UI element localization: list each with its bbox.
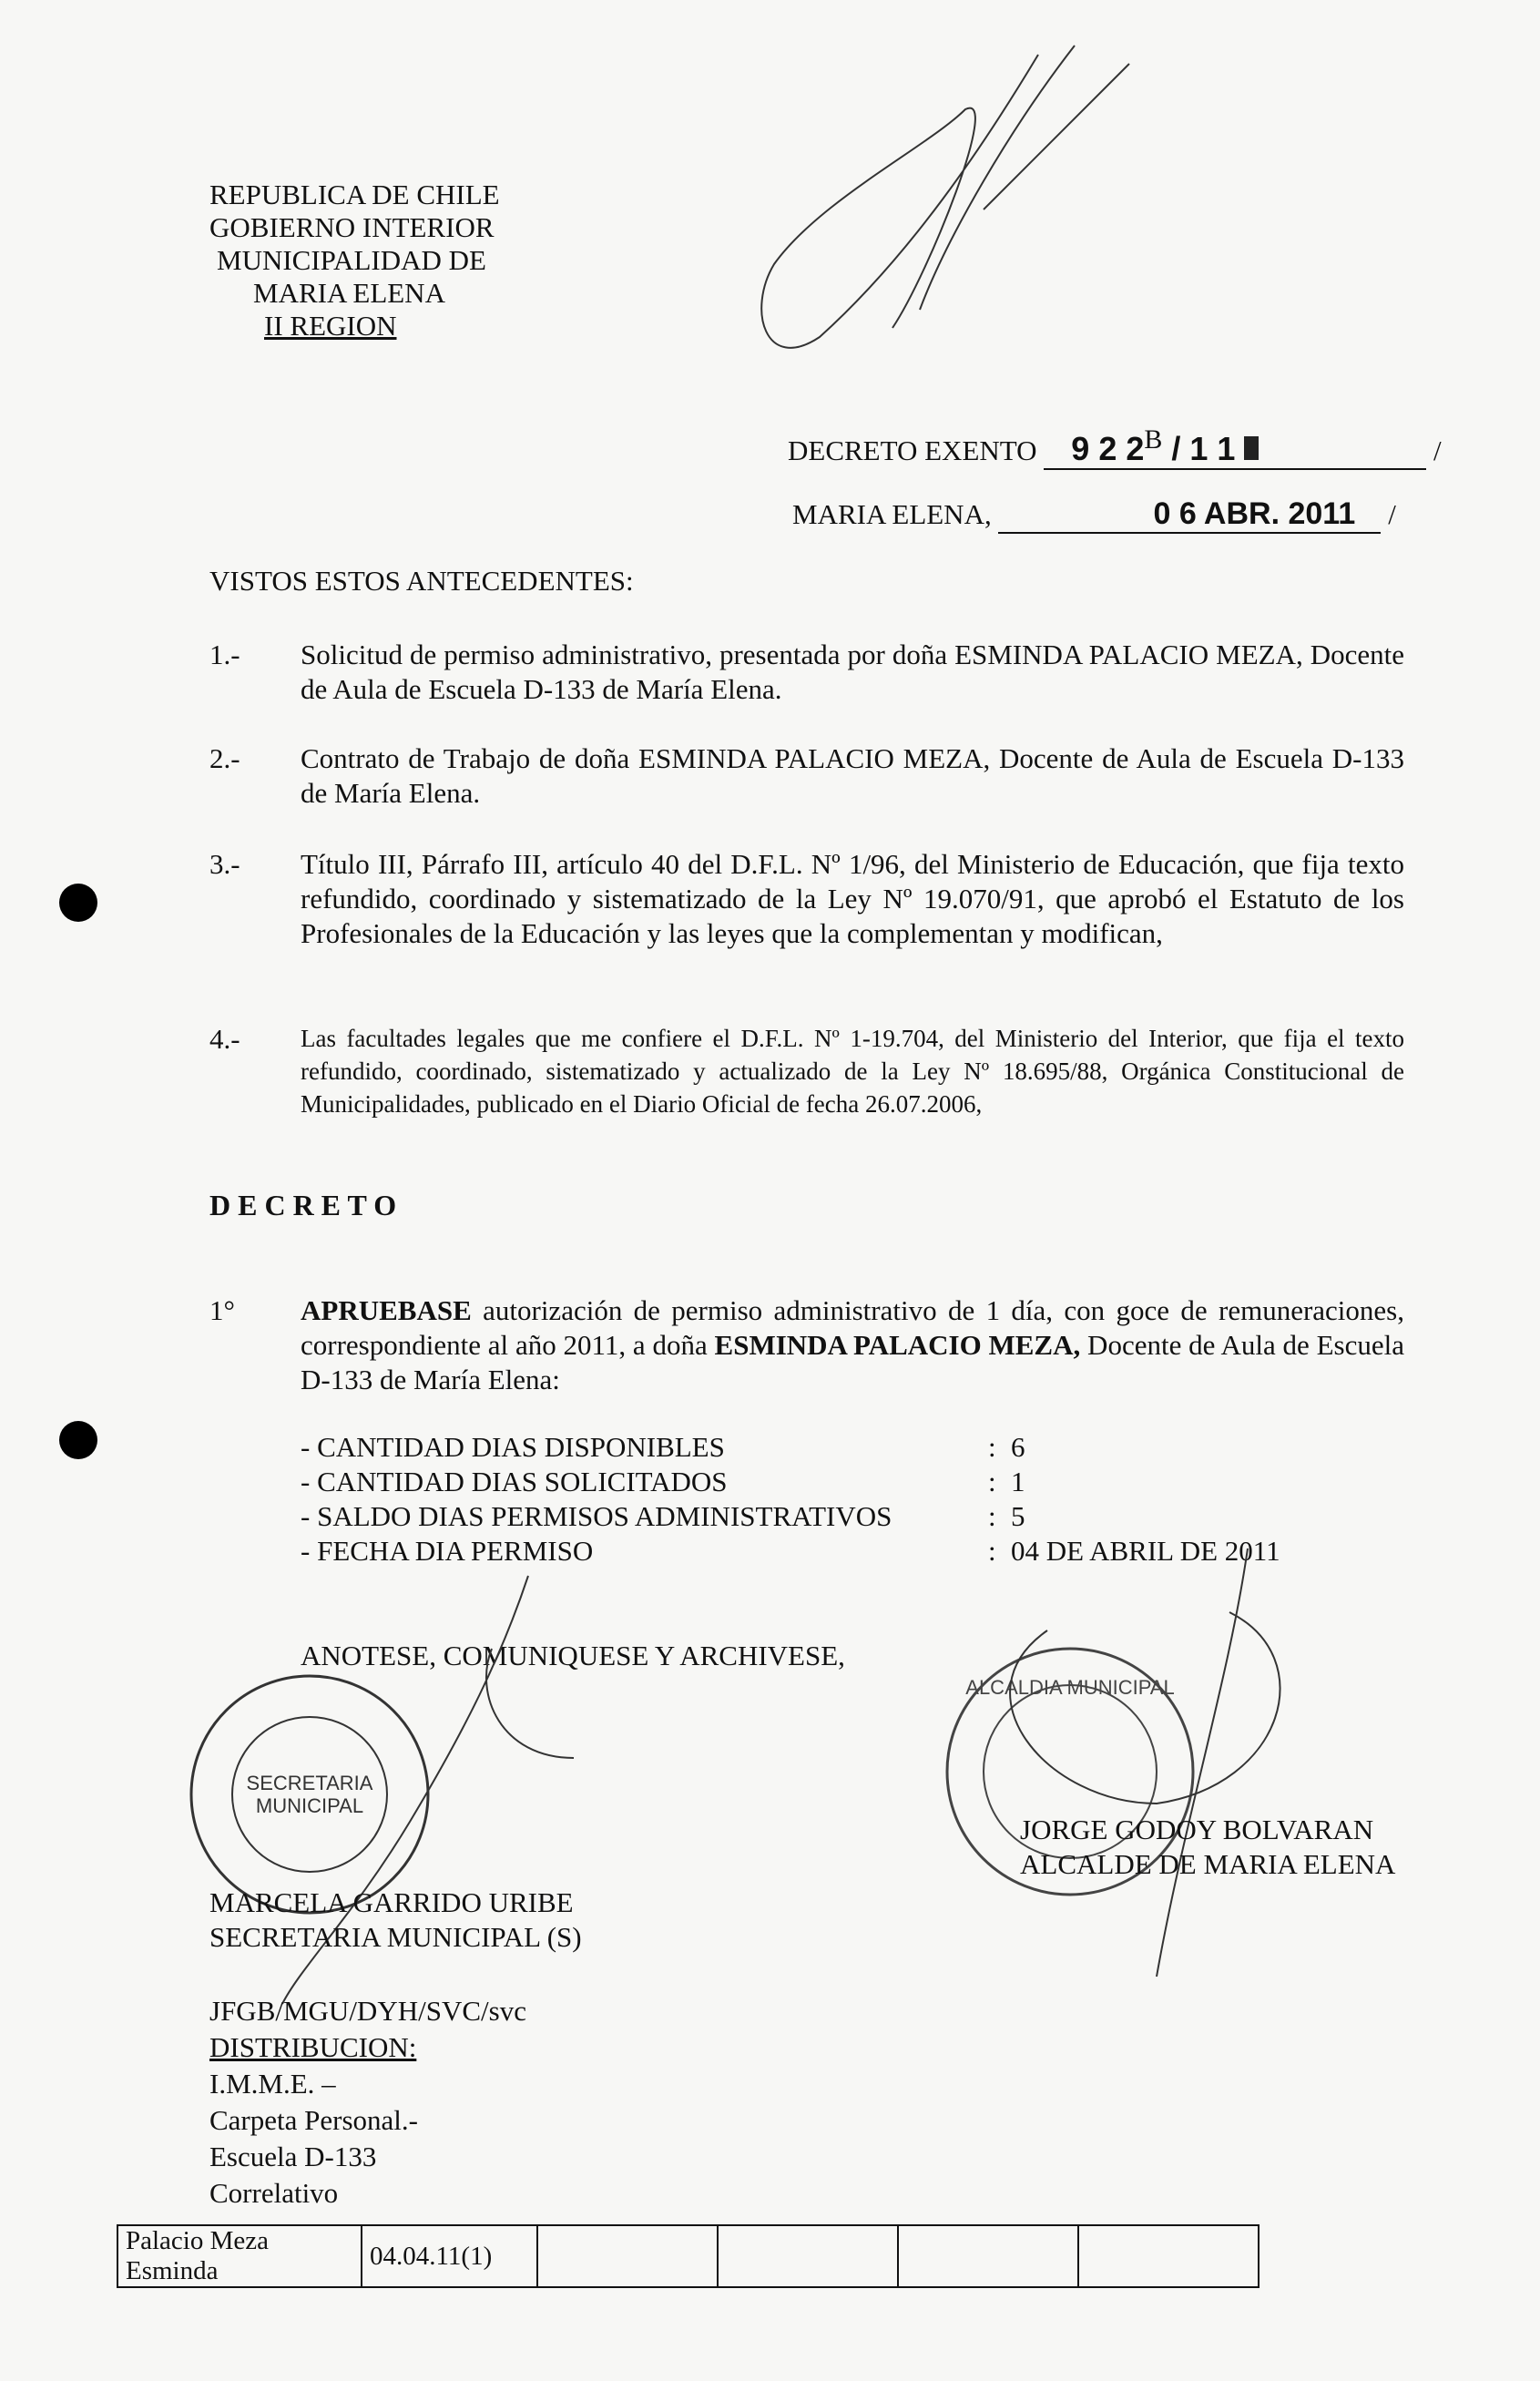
item-number: 3.- xyxy=(209,848,240,880)
decree-number-field xyxy=(1044,424,1426,470)
item-number: 2.- xyxy=(209,742,240,774)
signer-name: MARCELA GARRIDO URIBE xyxy=(209,1886,574,1918)
decree-number: 9 2 2 xyxy=(1071,430,1145,467)
svg-text:MUNICIPAL: MUNICIPAL xyxy=(255,1794,364,1817)
detail-row: - CANTIDAD DIAS SOLICITADOS : 1 xyxy=(301,1466,1025,1497)
issuer-header xyxy=(209,179,500,342)
decreto-title: D E C R E T O xyxy=(209,1189,397,1221)
decreto-article xyxy=(209,1293,1404,1397)
vistos-item xyxy=(209,847,1404,951)
table-row xyxy=(117,2225,1259,2287)
detail-row: - SALDO DIAS PERMISOS ADMINISTRATIVOS : 5 xyxy=(301,1500,1025,1532)
article-text xyxy=(301,1293,1404,1397)
header-line: GOBIERNO INTERIOR xyxy=(209,211,495,243)
decree-year: / 1 1 xyxy=(1171,430,1236,467)
vistos-item xyxy=(209,1022,1404,1120)
detail-value: 5 xyxy=(1011,1500,1025,1532)
right-signature-block xyxy=(1020,1813,1395,1882)
distribution-item: Carpeta Personal.- xyxy=(209,2104,418,2136)
detail-row: - FECHA DIA PERMISO : 04 DE ABRIL DE 2011 xyxy=(301,1535,1280,1567)
detail-value: 04 DE ABRIL DE 2011 xyxy=(1011,1535,1280,1567)
handwritten-suffix: B xyxy=(1144,424,1163,455)
bold-lead: APRUEBASE xyxy=(301,1294,472,1326)
bold-name: ESMINDA PALACIO MEZA, xyxy=(714,1329,1081,1361)
vistos-item xyxy=(209,638,1404,707)
item-number: 1.- xyxy=(209,639,240,670)
decree-number-line xyxy=(788,424,1442,470)
slash: / xyxy=(1388,498,1396,530)
detail-label: - CANTIDAD DIAS DISPONIBLES xyxy=(301,1431,725,1463)
text: Docente de Aula de Escuela D-133 de María Elena: xyxy=(301,1329,1404,1395)
distribution-item: Correlativo xyxy=(209,2177,339,2209)
detail-label: - SALDO DIAS PERMISOS ADMINISTRATIVOS xyxy=(301,1500,892,1532)
table-cell xyxy=(898,2225,1078,2287)
handwritten-signature-top xyxy=(710,36,1184,364)
item-text: Solicitud de permiso administrativo, presentada por doña ESMINDA PALACIO MEZA, Docente de Aula de Escuela D-133 de María Elena. xyxy=(301,639,1404,705)
detail-label: - CANTIDAD DIAS SOLICITADOS xyxy=(301,1466,728,1497)
signer-title: SECRETARIA MUNICIPAL (S) xyxy=(209,1921,582,1953)
header-line: REPUBLICA DE CHILE xyxy=(209,179,500,210)
place-label: MARIA ELENA, xyxy=(792,498,992,530)
table-cell xyxy=(718,2225,898,2287)
vistos-title: VISTOS ESTOS ANTECEDENTES: xyxy=(209,565,634,597)
header-line: MUNICIPALIDAD DE xyxy=(217,244,486,276)
item-number: 4.- xyxy=(209,1023,240,1055)
decree-date-line xyxy=(792,496,1396,534)
svg-text:ALCALDIA MUNICIPAL: ALCALDIA MUNICIPAL xyxy=(965,1676,1175,1699)
footer-block xyxy=(209,1993,526,2212)
item-text: Contrato de Trabajo de doña ESMINDA PALACIO MEZA, Docente de Aula de Escuela D-133 de María Elena. xyxy=(301,742,1404,809)
filing-table xyxy=(117,2224,1260,2288)
table-cell: 04.04.11(1) xyxy=(362,2225,537,2287)
date-stamp: 0 6 ABR. 2011 xyxy=(998,496,1381,534)
left-signature-block xyxy=(209,1885,582,1955)
detail-value: 1 xyxy=(1011,1466,1025,1497)
closing-formula: ANOTESE, COMUNIQUESE Y ARCHIVESE, xyxy=(301,1640,845,1671)
slash: / xyxy=(1433,434,1442,466)
detail-row: - CANTIDAD DIAS DISPONIBLES : 6 xyxy=(301,1431,1025,1463)
decree-label: DECRETO EXENTO xyxy=(788,434,1037,466)
article-number: 1° xyxy=(209,1294,235,1326)
header-line: MARIA ELENA xyxy=(253,277,445,309)
text: autorización de permiso administrativo de 1 día, con goce de remuneraciones, correspondiente al año 2011, a doña xyxy=(301,1294,1404,1361)
svg-text:SECRETARIA: SECRETARIA xyxy=(246,1772,373,1794)
punch-hole xyxy=(59,884,97,922)
item-text: Las facultades legales que me confiere el D.F.L. Nº 1-19.704, del Ministerio del Interior, que fija el texto refundido, coordinado, sistematizado y actualizado de la Ley Nº 18.695/88, Orgánica Constitucional de Municipalidades, publicado en el Diario Oficial de fecha 26.07.2006, xyxy=(301,1025,1404,1118)
vistos-item xyxy=(209,741,1404,811)
distribution-item: Escuela D-133 xyxy=(209,2141,377,2172)
distribution-item: I.M.M.E. – xyxy=(209,2068,336,2100)
table-cell xyxy=(1078,2225,1259,2287)
signer-title: ALCALDE DE MARIA ELENA xyxy=(1020,1848,1396,1880)
table-cell: Palacio Meza Esminda xyxy=(117,2225,362,2287)
punch-hole xyxy=(59,1421,97,1459)
initials: JFGB/MGU/DYH/SVC/svc xyxy=(209,1995,526,2027)
table-cell xyxy=(537,2225,718,2287)
header-line: II REGION xyxy=(264,310,397,342)
distribution-title: DISTRIBUCION: xyxy=(209,2031,417,2063)
item-text: Título III, Párrafo III, artículo 40 del D.F.L. Nº 1/96, del Ministerio de Educación, que fija texto refundido, coordinado y sistematizado de la Ley Nº 19.070/91, que aprobó el Estatuto de los Profesionales de la Educación y las leyes que la complementan y modifican, xyxy=(301,848,1404,949)
detail-label: - FECHA DIA PERMISO xyxy=(301,1535,594,1567)
detail-value: 6 xyxy=(1011,1431,1025,1463)
signer-name: JORGE GODOY BOLVARAN xyxy=(1020,1814,1374,1845)
